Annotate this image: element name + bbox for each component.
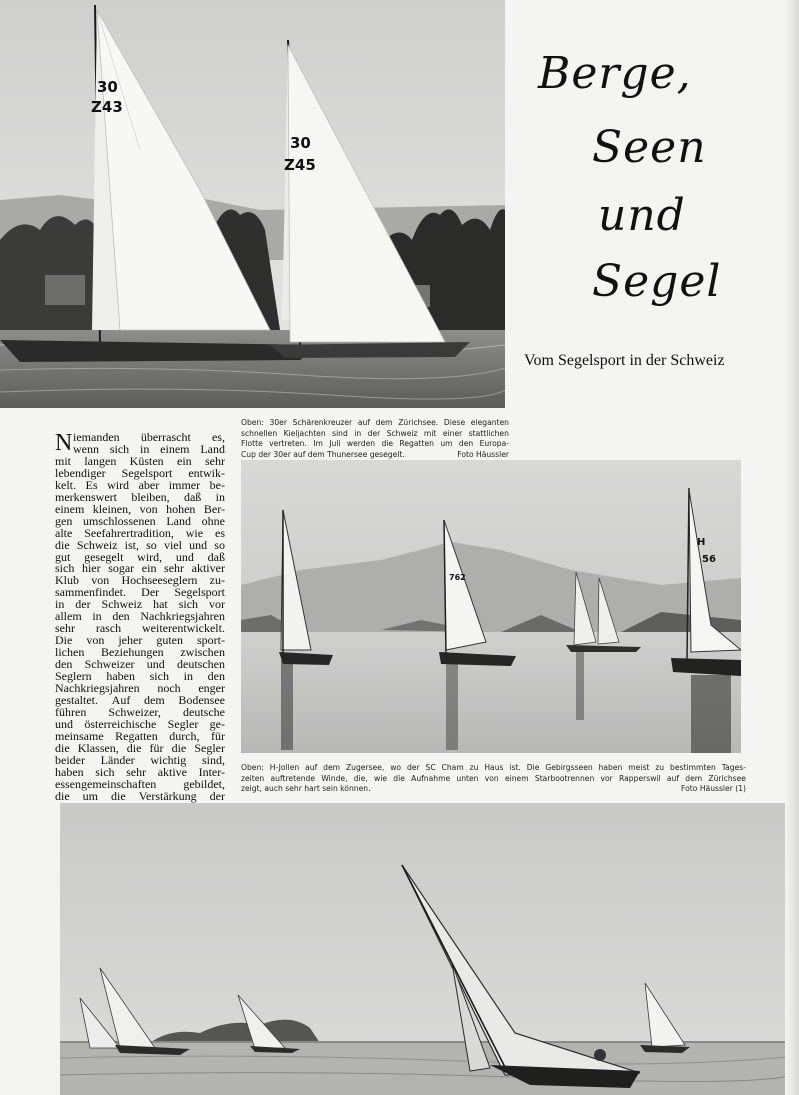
word: Es xyxy=(85,477,98,492)
caption-last-row xyxy=(241,450,509,461)
word: Winde, xyxy=(321,773,348,783)
word: langen xyxy=(84,453,117,468)
word: rasch xyxy=(95,621,122,636)
word: es, xyxy=(211,430,225,444)
article-body xyxy=(55,432,225,803)
word: beider xyxy=(55,752,85,767)
word: ist, xyxy=(124,537,139,552)
word: haben xyxy=(106,669,135,684)
word: Segelsport xyxy=(174,585,225,600)
word: Zürichsee. xyxy=(398,418,439,427)
word: auf xyxy=(357,418,370,427)
word: allem xyxy=(55,609,82,624)
word: Verstärkung xyxy=(138,788,197,803)
word: sich xyxy=(178,597,199,612)
word: Segler xyxy=(194,740,225,755)
word: jeher xyxy=(118,633,143,648)
word: den xyxy=(112,609,130,624)
word: meist xyxy=(628,763,650,772)
word: und xyxy=(55,716,73,731)
word: die xyxy=(55,537,70,552)
word: zeiten xyxy=(241,773,265,783)
title-line-4: Segel xyxy=(592,256,722,307)
word: ein xyxy=(177,453,192,468)
word: zu xyxy=(469,763,479,772)
word: die, xyxy=(353,773,368,783)
word: die xyxy=(111,788,126,803)
word: so xyxy=(146,537,157,552)
word: be- xyxy=(209,477,225,492)
word: dem xyxy=(685,773,703,783)
caption-line xyxy=(241,429,509,440)
sail-number-2: Z43 xyxy=(91,98,123,116)
word: weiterentwickelt. xyxy=(142,621,225,636)
word: haben xyxy=(598,763,623,772)
word: Schweiz xyxy=(386,428,418,438)
word: guten xyxy=(156,633,183,648)
word: sehr xyxy=(126,764,147,779)
word: hier xyxy=(81,561,101,576)
photo-sailing-yachts-zurichsee xyxy=(0,0,505,408)
word: Land xyxy=(200,441,225,456)
word: Länder xyxy=(100,752,135,767)
word: sehr xyxy=(55,621,75,636)
word: von xyxy=(91,573,110,588)
word: von xyxy=(86,633,105,648)
word: viel xyxy=(163,537,182,552)
word: aktiver xyxy=(191,561,225,576)
word: unten xyxy=(456,773,479,783)
word: wo xyxy=(390,763,402,772)
word: eleganten xyxy=(470,418,509,427)
word: gesegelt xyxy=(84,549,124,564)
word: Ber- xyxy=(203,501,225,516)
word: iemanden xyxy=(73,430,120,444)
word: der xyxy=(209,788,225,803)
word: haben xyxy=(55,764,84,779)
word: Oben: xyxy=(241,763,264,772)
word: Regatten xyxy=(399,439,434,448)
word: die xyxy=(171,740,187,755)
word: wird xyxy=(107,477,130,492)
sail-number-h: H xyxy=(697,537,706,548)
word: einem xyxy=(504,773,529,783)
page-edge-shadow xyxy=(785,0,799,1095)
caption-middle-photo xyxy=(241,763,746,795)
word: gen xyxy=(55,513,73,528)
title-line-2: Seen xyxy=(592,122,707,173)
word: den xyxy=(55,657,73,672)
word: bestimmten xyxy=(670,763,716,772)
word: sind xyxy=(332,428,348,438)
word: Hochseeseglern xyxy=(121,573,198,588)
word: führen xyxy=(55,704,87,719)
word: dem xyxy=(375,418,393,427)
sail-number-762: 762 xyxy=(449,573,466,582)
word: meinsame xyxy=(55,728,104,743)
sail-number-4: Z45 xyxy=(284,156,316,174)
word: dem xyxy=(144,692,165,707)
word: sich xyxy=(149,669,169,684)
word: Schweizer, xyxy=(108,704,161,719)
word: zwischen xyxy=(180,645,225,660)
word: ist. xyxy=(509,763,521,772)
word: schnellen xyxy=(241,428,278,438)
word: vertreten. xyxy=(269,439,307,448)
word: von xyxy=(139,501,158,516)
word: ge- xyxy=(209,716,225,731)
word: zu- xyxy=(209,573,225,588)
word: alte xyxy=(55,525,73,540)
word: für xyxy=(211,728,225,743)
word: gestaltet. xyxy=(55,692,98,707)
caption-line: zeigt, auch sehr hart sein können. xyxy=(241,784,371,793)
word: den xyxy=(458,439,474,448)
caption-line xyxy=(241,439,509,450)
word: vor xyxy=(600,773,613,783)
word: österreichische xyxy=(84,716,157,731)
word: entwik- xyxy=(188,465,225,480)
word: aktive xyxy=(157,764,188,779)
word: SC xyxy=(425,763,436,772)
sail-number-56: 56 xyxy=(702,554,716,565)
word: der xyxy=(367,428,381,438)
caption-top-photo xyxy=(241,418,509,460)
word: Schweiz xyxy=(76,537,118,552)
word: Klub xyxy=(55,573,79,588)
word: Der xyxy=(141,585,160,600)
word: 30er xyxy=(269,418,287,427)
word: Cham xyxy=(441,763,464,772)
word: in xyxy=(92,609,102,624)
word: Schweizer xyxy=(84,657,135,672)
word: sich xyxy=(109,441,130,456)
word: Juli xyxy=(329,439,341,448)
word: deutsche xyxy=(183,704,225,719)
word: stattlichen xyxy=(468,428,509,438)
caption-line xyxy=(241,774,746,785)
word: sogar xyxy=(108,561,135,576)
word: Land xyxy=(166,513,191,528)
word: so xyxy=(214,537,225,552)
word: in xyxy=(215,489,225,504)
word: um xyxy=(440,439,453,448)
word: in xyxy=(55,597,65,612)
word: deutschen xyxy=(177,657,225,672)
word: Bodensee xyxy=(178,692,225,707)
word: in xyxy=(140,441,150,456)
word: und xyxy=(189,537,208,552)
word: und xyxy=(175,549,194,564)
word: Die xyxy=(526,763,540,772)
caption-line xyxy=(241,418,509,429)
caption-last-row xyxy=(241,784,746,795)
word: hat xyxy=(153,597,168,612)
word: merkenswert xyxy=(55,489,117,504)
word: einem xyxy=(55,501,85,516)
word: bleiben, xyxy=(131,489,170,504)
subtitle: Vom Segelsport in der Schweiz xyxy=(524,352,725,369)
word: immer xyxy=(168,477,201,492)
word: Europa- xyxy=(479,439,509,448)
word: Oben: xyxy=(241,418,264,427)
word: die xyxy=(393,773,405,783)
word: ein xyxy=(141,561,157,576)
photo-credit: Foto Häussler xyxy=(457,449,509,459)
word: zu xyxy=(655,763,665,772)
word: in xyxy=(354,428,362,438)
word: daß xyxy=(207,549,225,564)
word: sport- xyxy=(196,633,225,648)
word: einer xyxy=(442,428,463,438)
word: Nachkriegsjahren xyxy=(140,609,225,624)
word: es xyxy=(215,525,225,540)
word: die xyxy=(55,740,70,755)
word: den xyxy=(207,669,225,684)
word: daß xyxy=(183,489,202,504)
word: wenn xyxy=(73,441,99,456)
word: Tages- xyxy=(721,763,746,772)
word: gut xyxy=(55,549,71,564)
word: Küsten xyxy=(129,453,164,468)
word: dem xyxy=(323,763,341,772)
word: Regatten xyxy=(115,728,158,743)
word: Flotte xyxy=(241,439,263,448)
word: auf xyxy=(666,773,680,783)
word: vor xyxy=(208,597,225,612)
word: Aufnahme xyxy=(411,773,451,783)
word: der xyxy=(406,763,420,772)
word: Diese xyxy=(443,418,466,427)
word: auf xyxy=(305,763,318,772)
word: hohen xyxy=(166,501,196,516)
word: Seefahrertradition, xyxy=(84,525,174,540)
word: essengemeinschaften xyxy=(55,776,157,791)
dropcap: N xyxy=(55,430,73,456)
word: von xyxy=(484,773,499,783)
title-line-3: und xyxy=(598,190,686,241)
word: sind, xyxy=(201,752,225,767)
word: sich xyxy=(95,764,115,779)
word: wichtig xyxy=(150,752,187,767)
word: wie xyxy=(185,525,204,540)
word: sehr xyxy=(164,561,185,576)
word: Gebirgsseen xyxy=(545,763,593,772)
caption-line: Cup der 30er auf dem Thunersee gesegelt. xyxy=(241,449,405,459)
word: Haus xyxy=(484,763,504,772)
word: mit xyxy=(55,453,72,468)
word: Nachkriegsjahren xyxy=(55,681,140,696)
word: kleinen, xyxy=(92,501,132,516)
photo-star-boat-race-rapperswil xyxy=(60,803,799,1095)
title-line-1: Berge, xyxy=(538,48,692,99)
sail-number-1: 30 xyxy=(97,78,118,96)
word: und xyxy=(146,657,165,672)
article-line xyxy=(55,788,225,803)
word: Segler xyxy=(167,716,199,731)
word: Inter- xyxy=(198,764,225,779)
word: für xyxy=(149,740,164,755)
word: Starbootrennen xyxy=(534,773,595,783)
word: Rapperswil xyxy=(619,773,661,783)
photo-h-jollen-zugersee xyxy=(241,460,741,753)
word: Klassen, xyxy=(77,740,119,755)
caption-line xyxy=(241,763,746,774)
word: noch xyxy=(157,681,181,696)
word: die xyxy=(381,439,394,448)
word: durch, xyxy=(169,728,200,743)
word: gebildet, xyxy=(183,776,225,791)
word: Schweiz xyxy=(101,597,143,612)
word: lichen xyxy=(55,645,85,660)
word: die xyxy=(55,788,70,803)
word: Seglern xyxy=(55,669,92,684)
word: Zürichsee xyxy=(708,773,746,783)
word: auftretende xyxy=(270,773,316,783)
word: in xyxy=(183,669,193,684)
word: um xyxy=(82,788,99,803)
word: sammenfindet. xyxy=(55,585,126,600)
word: lebendiger xyxy=(55,465,106,480)
word: werden xyxy=(346,439,376,448)
word: Zugersee, xyxy=(345,763,385,772)
word: einem xyxy=(160,441,190,456)
word: mit xyxy=(423,428,437,438)
word: wird, xyxy=(137,549,163,564)
word: sehr xyxy=(205,453,225,468)
word: die xyxy=(126,740,142,755)
word: Auf xyxy=(111,692,131,707)
photo-credit: Foto Häussler (1) xyxy=(681,784,746,793)
word: Segelsport xyxy=(121,465,173,480)
word: umschlossenen xyxy=(83,513,156,528)
word: Im xyxy=(313,439,323,448)
word: Kieljachten xyxy=(283,428,326,438)
word: der xyxy=(75,597,91,612)
word: überrascht xyxy=(140,430,191,444)
word: Schärenkreuzer xyxy=(292,418,353,427)
word: kelt. xyxy=(55,477,76,492)
word: H-Jollen xyxy=(269,763,300,772)
word: Beziehungen xyxy=(101,645,164,660)
sail-number-3: 30 xyxy=(290,134,311,152)
word: ohne xyxy=(201,513,225,528)
word: wie xyxy=(374,773,388,783)
word: Die xyxy=(55,633,73,648)
word: sich xyxy=(55,561,75,576)
word: enger xyxy=(198,681,225,696)
word: aber xyxy=(138,477,160,492)
